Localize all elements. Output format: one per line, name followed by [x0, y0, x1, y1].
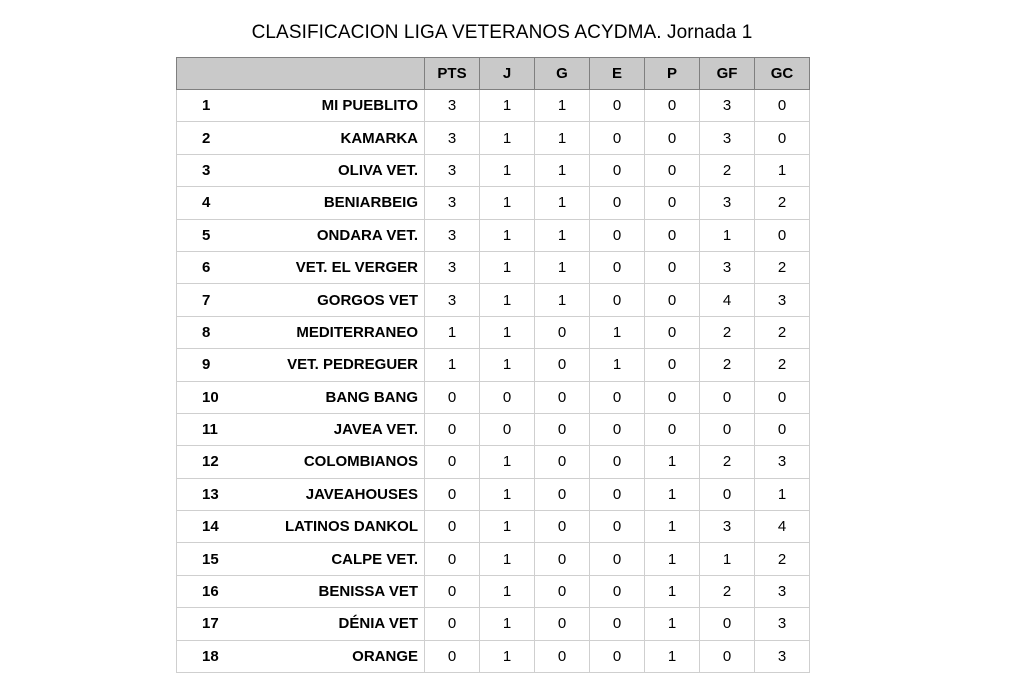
pts-cell: 3 — [425, 122, 480, 154]
pts-cell: 1 — [425, 316, 480, 348]
gf-cell: 0 — [700, 381, 755, 413]
standings-table — [176, 57, 810, 673]
g-cell: 1 — [535, 90, 590, 122]
pts-cell: 1 — [425, 349, 480, 381]
position-cell: 10 — [177, 381, 249, 413]
g-cell: 0 — [535, 478, 590, 510]
j-cell: 0 — [480, 413, 535, 445]
gc-cell: 0 — [755, 219, 810, 251]
team-name-cell: BANG BANG — [249, 381, 425, 413]
gc-cell: 2 — [755, 187, 810, 219]
table-row — [177, 446, 810, 478]
e-cell: 0 — [590, 640, 645, 672]
table-row — [177, 219, 810, 251]
e-cell: 0 — [590, 608, 645, 640]
header-blank-position — [177, 58, 249, 90]
p-cell: 0 — [645, 90, 700, 122]
gc-cell: 3 — [755, 446, 810, 478]
header-gc: GC — [755, 58, 810, 90]
table-row — [177, 122, 810, 154]
p-cell: 0 — [645, 413, 700, 445]
e-cell: 0 — [590, 575, 645, 607]
table-row — [177, 608, 810, 640]
position-cell: 18 — [177, 640, 249, 672]
j-cell: 1 — [480, 187, 535, 219]
e-cell: 0 — [590, 446, 645, 478]
j-cell: 1 — [480, 543, 535, 575]
team-name-cell: ORANGE — [249, 640, 425, 672]
table-row — [177, 90, 810, 122]
j-cell: 1 — [480, 640, 535, 672]
table-row — [177, 251, 810, 283]
p-cell: 0 — [645, 284, 700, 316]
pts-cell: 3 — [425, 90, 480, 122]
team-name-cell: JAVEA VET. — [249, 413, 425, 445]
team-name-cell: COLOMBIANOS — [249, 446, 425, 478]
p-cell: 1 — [645, 640, 700, 672]
gf-cell: 1 — [700, 543, 755, 575]
table-row — [177, 575, 810, 607]
pts-cell: 0 — [425, 413, 480, 445]
g-cell: 0 — [535, 413, 590, 445]
team-name-cell: JAVEAHOUSES — [249, 478, 425, 510]
e-cell: 0 — [590, 122, 645, 154]
gf-cell: 2 — [700, 575, 755, 607]
p-cell: 0 — [645, 251, 700, 283]
pts-cell: 3 — [425, 284, 480, 316]
gf-cell: 1 — [700, 219, 755, 251]
p-cell: 0 — [645, 187, 700, 219]
gf-cell: 2 — [700, 349, 755, 381]
g-cell: 1 — [535, 187, 590, 219]
team-name-cell: MEDITERRANEO — [249, 316, 425, 348]
gf-cell: 0 — [700, 478, 755, 510]
table-row — [177, 640, 810, 672]
gc-cell: 3 — [755, 640, 810, 672]
pts-cell: 3 — [425, 187, 480, 219]
table-row — [177, 381, 810, 413]
g-cell: 0 — [535, 543, 590, 575]
team-name-cell: MI PUEBLITO — [249, 90, 425, 122]
p-cell: 1 — [645, 511, 700, 543]
pts-cell: 0 — [425, 575, 480, 607]
header-blank-team — [249, 58, 425, 90]
gf-cell: 2 — [700, 154, 755, 186]
table-row — [177, 543, 810, 575]
team-name-cell: ONDARA VET. — [249, 219, 425, 251]
header-j: J — [480, 58, 535, 90]
e-cell: 0 — [590, 543, 645, 575]
gc-cell: 0 — [755, 413, 810, 445]
j-cell: 1 — [480, 478, 535, 510]
gc-cell: 3 — [755, 575, 810, 607]
e-cell: 0 — [590, 219, 645, 251]
team-name-cell: VET. EL VERGER — [249, 251, 425, 283]
pts-cell: 0 — [425, 478, 480, 510]
j-cell: 1 — [480, 349, 535, 381]
pts-cell: 0 — [425, 543, 480, 575]
team-name-cell: OLIVA VET. — [249, 154, 425, 186]
position-cell: 12 — [177, 446, 249, 478]
pts-cell: 3 — [425, 219, 480, 251]
header-gf: GF — [700, 58, 755, 90]
gc-cell: 0 — [755, 122, 810, 154]
gf-cell: 3 — [700, 251, 755, 283]
j-cell: 1 — [480, 446, 535, 478]
team-name-cell: LATINOS DANKOL — [249, 511, 425, 543]
team-name-cell: KAMARKA — [249, 122, 425, 154]
position-cell: 16 — [177, 575, 249, 607]
j-cell: 1 — [480, 316, 535, 348]
e-cell: 1 — [590, 349, 645, 381]
g-cell: 0 — [535, 608, 590, 640]
position-cell: 2 — [177, 122, 249, 154]
p-cell: 0 — [645, 122, 700, 154]
gc-cell: 0 — [755, 381, 810, 413]
g-cell: 0 — [535, 575, 590, 607]
pts-cell: 3 — [425, 251, 480, 283]
gf-cell: 3 — [700, 511, 755, 543]
e-cell: 0 — [590, 413, 645, 445]
p-cell: 0 — [645, 154, 700, 186]
pts-cell: 0 — [425, 511, 480, 543]
position-cell: 5 — [177, 219, 249, 251]
p-cell: 1 — [645, 446, 700, 478]
table-row — [177, 413, 810, 445]
position-cell: 1 — [177, 90, 249, 122]
gf-cell: 3 — [700, 90, 755, 122]
team-name-cell: BENIARBEIG — [249, 187, 425, 219]
header-pts: PTS — [425, 58, 480, 90]
position-cell: 9 — [177, 349, 249, 381]
header-p: P — [645, 58, 700, 90]
table-row — [177, 478, 810, 510]
g-cell: 0 — [535, 640, 590, 672]
gc-cell: 0 — [755, 90, 810, 122]
g-cell: 0 — [535, 511, 590, 543]
e-cell: 0 — [590, 284, 645, 316]
table-row — [177, 316, 810, 348]
gf-cell: 0 — [700, 640, 755, 672]
p-cell: 0 — [645, 219, 700, 251]
position-cell: 17 — [177, 608, 249, 640]
pts-cell: 3 — [425, 154, 480, 186]
position-cell: 3 — [177, 154, 249, 186]
header-e: E — [590, 58, 645, 90]
gc-cell: 2 — [755, 251, 810, 283]
p-cell: 1 — [645, 608, 700, 640]
j-cell: 1 — [480, 122, 535, 154]
team-name-cell: BENISSA VET — [249, 575, 425, 607]
gc-cell: 1 — [755, 478, 810, 510]
gc-cell: 4 — [755, 511, 810, 543]
position-cell: 4 — [177, 187, 249, 219]
gf-cell: 3 — [700, 122, 755, 154]
g-cell: 0 — [535, 381, 590, 413]
g-cell: 0 — [535, 349, 590, 381]
g-cell: 1 — [535, 284, 590, 316]
e-cell: 1 — [590, 316, 645, 348]
position-cell: 8 — [177, 316, 249, 348]
table-row — [177, 511, 810, 543]
j-cell: 1 — [480, 154, 535, 186]
p-cell: 1 — [645, 478, 700, 510]
gf-cell: 2 — [700, 446, 755, 478]
position-cell: 11 — [177, 413, 249, 445]
j-cell: 1 — [480, 284, 535, 316]
pts-cell: 0 — [425, 446, 480, 478]
e-cell: 0 — [590, 478, 645, 510]
gc-cell: 2 — [755, 349, 810, 381]
position-cell: 6 — [177, 251, 249, 283]
gf-cell: 2 — [700, 316, 755, 348]
gc-cell: 2 — [755, 316, 810, 348]
g-cell: 0 — [535, 316, 590, 348]
table-row — [177, 349, 810, 381]
e-cell: 0 — [590, 511, 645, 543]
g-cell: 1 — [535, 122, 590, 154]
team-name-cell: VET. PEDREGUER — [249, 349, 425, 381]
p-cell: 0 — [645, 316, 700, 348]
e-cell: 0 — [590, 90, 645, 122]
gc-cell: 3 — [755, 284, 810, 316]
j-cell: 1 — [480, 90, 535, 122]
e-cell: 0 — [590, 381, 645, 413]
page-title: CLASIFICACION LIGA VETERANOS ACYDMA. Jornada 1 — [251, 22, 753, 43]
table-header-row — [177, 58, 810, 90]
gc-cell: 3 — [755, 608, 810, 640]
j-cell: 1 — [480, 511, 535, 543]
p-cell: 0 — [645, 349, 700, 381]
gf-cell: 3 — [700, 187, 755, 219]
table-row — [177, 284, 810, 316]
pts-cell: 0 — [425, 381, 480, 413]
pts-cell: 0 — [425, 640, 480, 672]
table-row — [177, 154, 810, 186]
team-name-cell: GORGOS VET — [249, 284, 425, 316]
team-name-cell: DÉNIA VET — [249, 608, 425, 640]
position-cell: 7 — [177, 284, 249, 316]
gf-cell: 0 — [700, 608, 755, 640]
e-cell: 0 — [590, 251, 645, 283]
gc-cell: 1 — [755, 154, 810, 186]
j-cell: 1 — [480, 219, 535, 251]
g-cell: 1 — [535, 154, 590, 186]
team-name-cell: CALPE VET. — [249, 543, 425, 575]
j-cell: 1 — [480, 608, 535, 640]
j-cell: 1 — [480, 251, 535, 283]
header-g: G — [535, 58, 590, 90]
g-cell: 0 — [535, 446, 590, 478]
e-cell: 0 — [590, 187, 645, 219]
j-cell: 0 — [480, 381, 535, 413]
pts-cell: 0 — [425, 608, 480, 640]
position-cell: 15 — [177, 543, 249, 575]
table-row — [177, 187, 810, 219]
position-cell: 13 — [177, 478, 249, 510]
table-body — [177, 90, 810, 673]
gf-cell: 0 — [700, 413, 755, 445]
j-cell: 1 — [480, 575, 535, 607]
g-cell: 1 — [535, 251, 590, 283]
gc-cell: 2 — [755, 543, 810, 575]
p-cell: 0 — [645, 381, 700, 413]
e-cell: 0 — [590, 154, 645, 186]
g-cell: 1 — [535, 219, 590, 251]
position-cell: 14 — [177, 511, 249, 543]
gf-cell: 4 — [700, 284, 755, 316]
p-cell: 1 — [645, 575, 700, 607]
p-cell: 1 — [645, 543, 700, 575]
